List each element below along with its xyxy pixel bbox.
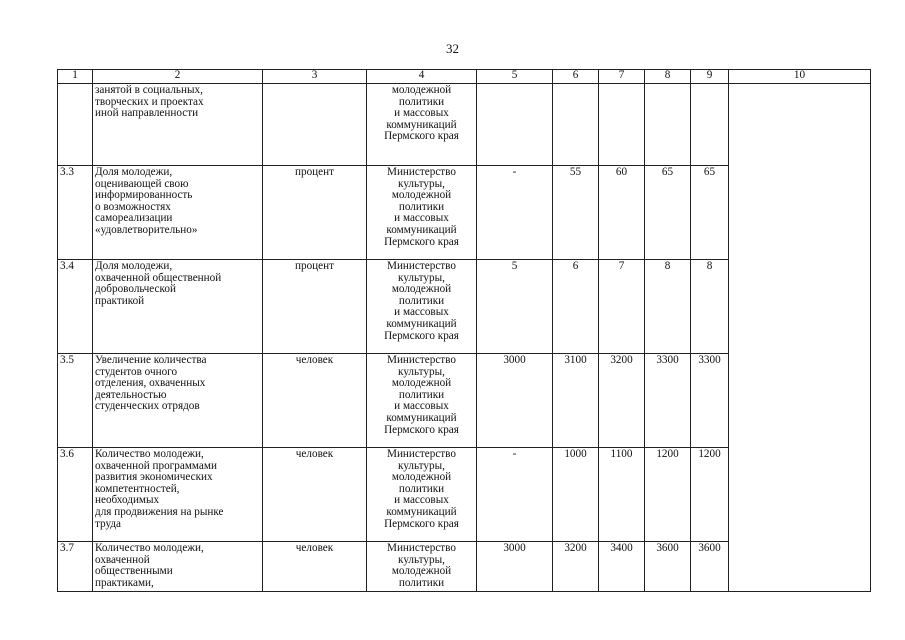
cell-val-9: 3300 <box>691 354 729 448</box>
cell-org: Министерство культуры, молодежной политики и массовых коммуникаций Пермского края <box>367 166 477 260</box>
page-number: 32 <box>446 41 459 56</box>
cell-num: 3.3 <box>58 166 93 260</box>
cell-val-7: 3400 <box>599 542 645 592</box>
cell-unit: человек <box>263 542 367 592</box>
cell-org: Министерство культуры, молодежной политики <box>367 542 477 592</box>
cell-unit: процент <box>263 166 367 260</box>
cell-val-9: 3600 <box>691 542 729 592</box>
cell-val-7: 60 <box>599 166 645 260</box>
cell-num: 3.5 <box>58 354 93 448</box>
cell-val <box>477 84 553 166</box>
cell-val-6: 3100 <box>553 354 599 448</box>
header-cell: 7 <box>599 70 645 84</box>
header-cell: 8 <box>645 70 691 84</box>
cell-val <box>691 84 729 166</box>
cell-val-5: 5 <box>477 260 553 354</box>
cell-val-7: 7 <box>599 260 645 354</box>
header-cell: 4 <box>367 70 477 84</box>
header-cell: 5 <box>477 70 553 84</box>
cell-val-6: 55 <box>553 166 599 260</box>
cell-name: Количество молодежи, охваченной общественными практиками, <box>93 542 263 592</box>
cell-val-9: 65 <box>691 166 729 260</box>
cell-val-8: 3300 <box>645 354 691 448</box>
indicators-table <box>57 69 871 592</box>
cell-val-8: 1200 <box>645 448 691 542</box>
cell-val-6: 6 <box>553 260 599 354</box>
cell-val-6: 3200 <box>553 542 599 592</box>
cell-org: молодежной политики и массовых коммуникаций Пермского края <box>367 84 477 166</box>
cell-val <box>645 84 691 166</box>
header-cell: 6 <box>553 70 599 84</box>
header-cell: 10 <box>729 70 871 84</box>
header-cell: 3 <box>263 70 367 84</box>
cell-unit: человек <box>263 354 367 448</box>
cell-notes <box>729 84 871 592</box>
cell-unit <box>263 84 367 166</box>
cell-val-9: 8 <box>691 260 729 354</box>
header-row <box>58 70 871 84</box>
cell-val <box>553 84 599 166</box>
table-row-continuation <box>58 84 871 166</box>
cell-num: 3.6 <box>58 448 93 542</box>
cell-unit: человек <box>263 448 367 542</box>
header-cell: 2 <box>93 70 263 84</box>
cell-val-8: 8 <box>645 260 691 354</box>
cell-val <box>599 84 645 166</box>
header-cell: 9 <box>691 70 729 84</box>
cell-val-9: 1200 <box>691 448 729 542</box>
cell-val-5: - <box>477 166 553 260</box>
cell-val-7: 3200 <box>599 354 645 448</box>
cell-num: 3.4 <box>58 260 93 354</box>
cell-name: Увеличение количества студентов очного отделения, охваченных деятельностью студенческих отрядов <box>93 354 263 448</box>
cell-unit: процент <box>263 260 367 354</box>
cell-val-8: 65 <box>645 166 691 260</box>
cell-org: Министерство культуры, молодежной политики и массовых коммуникаций Пермского края <box>367 260 477 354</box>
cell-org: Министерство культуры, молодежной политики и массовых коммуникаций Пермского края <box>367 448 477 542</box>
cell-name: Доля молодежи, охваченной общественной добровольческой практикой <box>93 260 263 354</box>
cell-num <box>58 84 93 166</box>
cell-org: Министерство культуры, молодежной политики и массовых коммуникаций Пермского края <box>367 354 477 448</box>
cell-val-8: 3600 <box>645 542 691 592</box>
cell-val-6: 1000 <box>553 448 599 542</box>
cell-name: занятой в социальных, творческих и проектах иной направленности <box>93 84 263 166</box>
cell-num: 3.7 <box>58 542 93 592</box>
cell-val-5: - <box>477 448 553 542</box>
cell-val-5: 3000 <box>477 542 553 592</box>
cell-val-5: 3000 <box>477 354 553 448</box>
cell-name: Количество молодежи, охваченной программами развития экономических компетентностей, необходимых для продвижения на рынке труда <box>93 448 263 542</box>
cell-name: Доля молодежи, оценивающей свою информированность о возможностях самореализации «удовлетворительно» <box>93 166 263 260</box>
header-cell: 1 <box>58 70 93 84</box>
cell-val-7: 1100 <box>599 448 645 542</box>
